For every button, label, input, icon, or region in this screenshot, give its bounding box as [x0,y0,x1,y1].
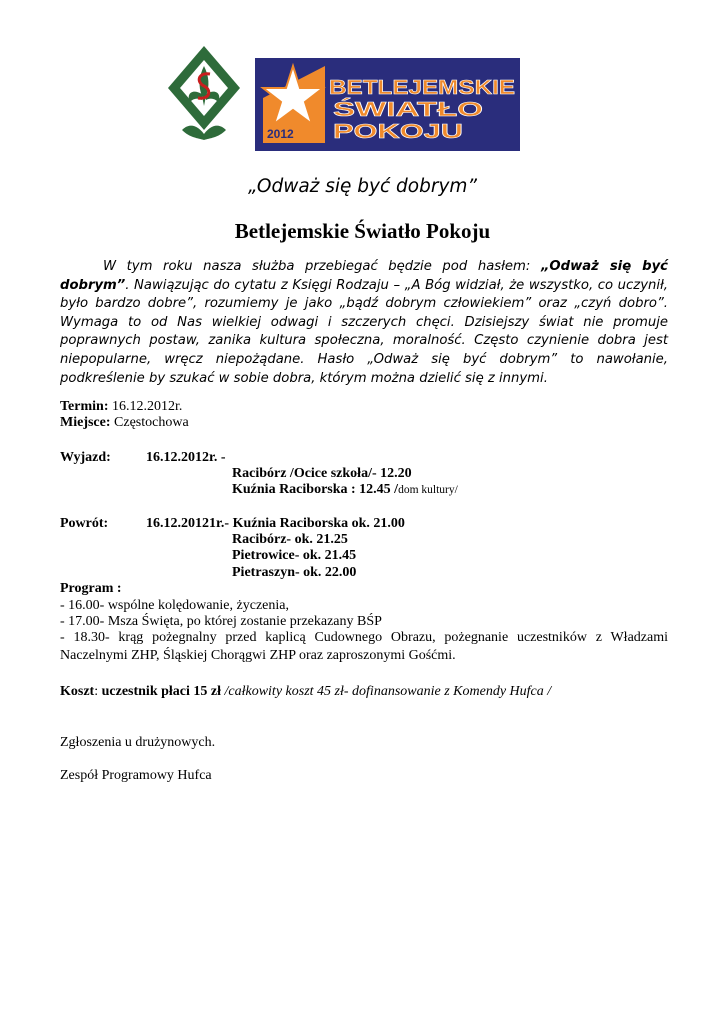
termin-line [60,398,182,415]
koszt-amount: uczestnik płaci 15 zł [101,684,221,699]
koszt-note: /całkowity koszt 45 zł- dofinansowanie z Komendy Hufca / [221,684,552,699]
page-title: Betlejemskie Światło Pokoju [234,219,491,243]
program-item: - 17.00- Msza Święta, po której zostanie przekazany BŚP [60,614,382,629]
signature: Zespół Programowy Hufca [60,768,212,783]
bsp-2012-logo [255,58,520,151]
miejsce-label: Miejsce: [60,415,111,430]
koszt-line [60,683,551,700]
miejsce-line [60,414,189,431]
zgloszenia-text: Zgłoszenia u drużynowych. [60,735,216,750]
miejsce-value: Częstochowa [110,415,189,430]
powrot-line1: 16.12.20121r.- Kuźnia Raciborska ok. 21.00 [146,516,405,531]
powrot-stop3: Pietraszyn- ok. 22.00 [232,565,357,580]
bsp-logo-year: 2012 [267,127,294,141]
program-item: - 16.00- wspólne kolędowanie, życzenia, [60,598,289,613]
koszt-colon: : [94,684,102,699]
wyjazd-stop2-line [232,481,458,499]
bsp-logo-line3: POKOJU [333,121,463,143]
intro-motto: „Odważ się być dobrym” [60,259,668,293]
termin-label: Termin: [60,399,109,414]
motto-heading: „Odważ się być dobrym” [247,176,478,197]
bsp-logo-line2: ŚWIATŁO [333,99,424,121]
powrot-stop1: Racibórz- ok. 21.25 [232,532,348,547]
intro-paragraph [60,258,668,388]
koszt-label: Koszt [60,684,95,699]
wyjazd-date: 16.12.2012r. - [146,450,226,465]
powrot-label: Powrót: [60,516,109,531]
powrot-stop2: Pietrowice- ok. 21.45 [232,548,357,563]
termin-value: 16.12.2012r. [108,399,183,414]
program-label: Program : [60,581,122,596]
intro-part2: . Nawiązując do cytatu z Księgi Rodzaju – „A Bóg widział, że wszystko, co uczynił, było bardzo dobre”, rozumiemy je jako „bądź dobrym człowiekiem” oraz „czyń dobro”. Wymaga to od Nas wielkiej odwagi i szczerych chęci. Dzisiejszy świat nie promuje poprawnych postaw, zanika kultura społeczna, moralność. Często czynienie dobra jest niepopularne, wręcz niepożądane. Hasło „Odważ się być dobrym” to nawołanie, podkreślenie by szukać w sobie dobra, którym można dzielić się z innymi. [60,277,668,386]
intro-part1: W tym roku nasza służba przebiegać będzie pod hasłem: [103,259,541,274]
program-item: - 18.30- krąg pożegnalny przed kaplicą Cudownego Obrazu, pożegnanie uczestników z Władzami Naczelnymi ZHP, Śląskiej Chorągwi ZHP oraz zaproszonymi Gośćmi. [60,630,668,663]
wyjazd-stop2: Kuźnia Raciborska : 12.45 / [232,482,399,497]
wyjazd-label: Wyjazd: [60,450,111,465]
zhp-emblem-logo [168,46,240,140]
wyjazd-stop2-note: dom kultury/ [398,484,458,496]
bsp-logo-line1: BETLEJEMSKIE [329,77,515,99]
wyjazd-stop1: Racibórz /Ocice szkoła/- 12.20 [232,466,412,481]
